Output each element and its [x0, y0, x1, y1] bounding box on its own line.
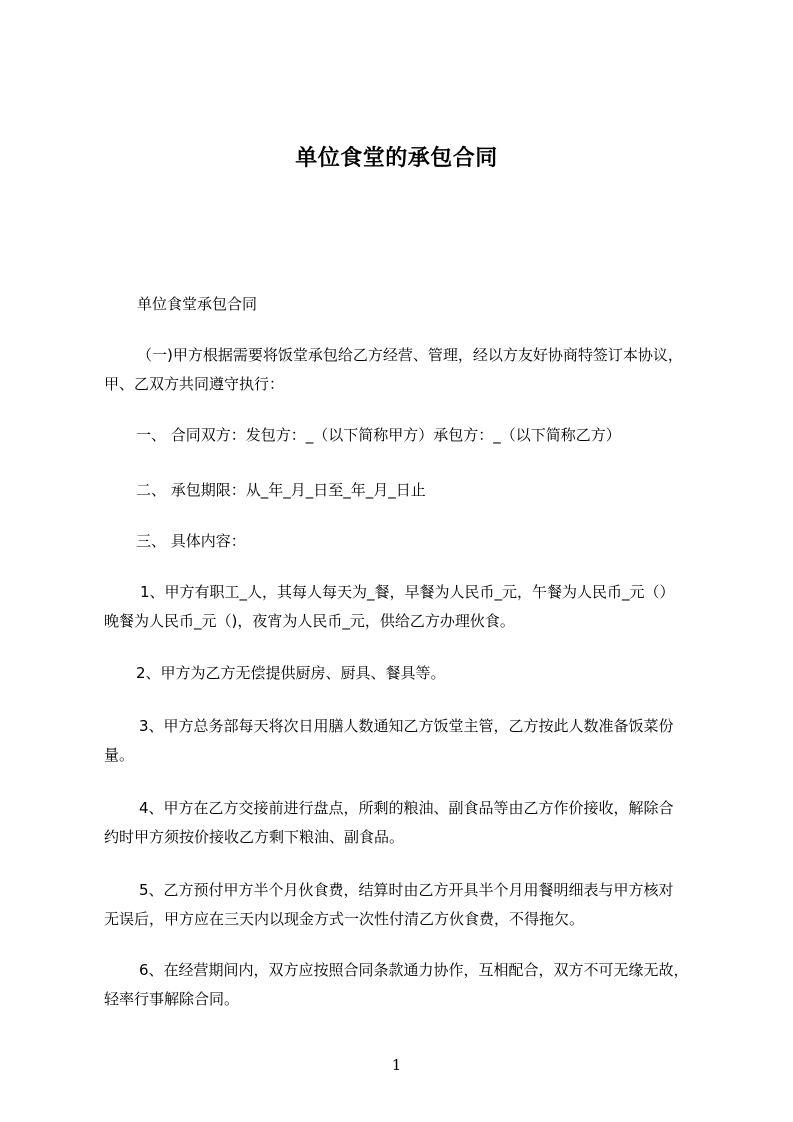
paragraph-clause-1 — [136, 421, 736, 450]
paragraph-line: 量。 — [104, 746, 135, 764]
paragraph-item-2 — [104, 659, 704, 688]
paragraph-line: 三、 具体内容： — [136, 532, 246, 550]
paragraph-line: 轻率行事解除合同。 — [104, 990, 240, 1008]
paragraph-clause-3 — [136, 527, 736, 556]
paragraph-line: 约时甲方须按价接收乙方剩下粮油、副食品。 — [104, 828, 405, 846]
paragraph-line: 6、在经营期间内，双方应按照合同条款通力协作，互相配合，双方不可无缘无故， — [139, 961, 689, 979]
paragraph-item-3 — [104, 712, 704, 770]
paragraph-line: 一、 合同双方：发包方：_（以下简称甲方）承包方：_（以下简称乙方） — [136, 426, 621, 444]
paragraph-line: 二、 承包期限：从_年_月_日至_年_月_日止 — [136, 481, 426, 499]
paragraph-line: 3、甲方总务部每天将次日用膳人数通知乙方饭堂主管，乙方按此人数准备饭菜份 — [139, 717, 674, 735]
paragraph-line: 2、甲方为乙方无偿提供厨房、厨具、餐具等。 — [136, 664, 446, 682]
paragraph-intro — [104, 341, 704, 399]
paragraph-heading — [137, 290, 737, 319]
paragraph-item-6 — [104, 956, 704, 1014]
paragraph-line: 5、乙方预付甲方半个月伙食费，结算时由乙方开具半个月用餐明细表与甲方核对 — [139, 881, 674, 899]
page-number: 1 — [391, 1056, 402, 1074]
paragraph-line: 甲、乙双方共同遵守执行： — [104, 375, 285, 393]
paragraph-line: 1、甲方有职工_人，其每人每天为_餐，早餐为人民币_元，午餐为人民币_元（） — [140, 583, 675, 601]
paragraph-line: 单位食堂承包合同 — [137, 295, 258, 313]
document-title: 单位食堂的承包合同 — [295, 146, 498, 171]
paragraph-line: 4、甲方在乙方交接前进行盘点，所剩的粮油、副食品等由乙方作价接收，解除合 — [139, 799, 674, 817]
paragraph-item-5 — [104, 876, 704, 934]
paragraph-clause-2 — [136, 476, 736, 505]
paragraph-line: （一)甲方根据需要将饭堂承包给乙方经营、管理，经以方友好协商特签订本协议， — [137, 346, 683, 364]
paragraph-item-4 — [104, 794, 704, 852]
paragraph-line: 无误后，甲方应在三天内以现金方式一次性付清乙方伙食费，不得拖欠。 — [104, 910, 585, 928]
paragraph-item-1 — [104, 578, 704, 636]
paragraph-line: 晚餐为人民币_元（)，夜宵为人民币_元，供给乙方办理伙食。 — [104, 612, 515, 630]
